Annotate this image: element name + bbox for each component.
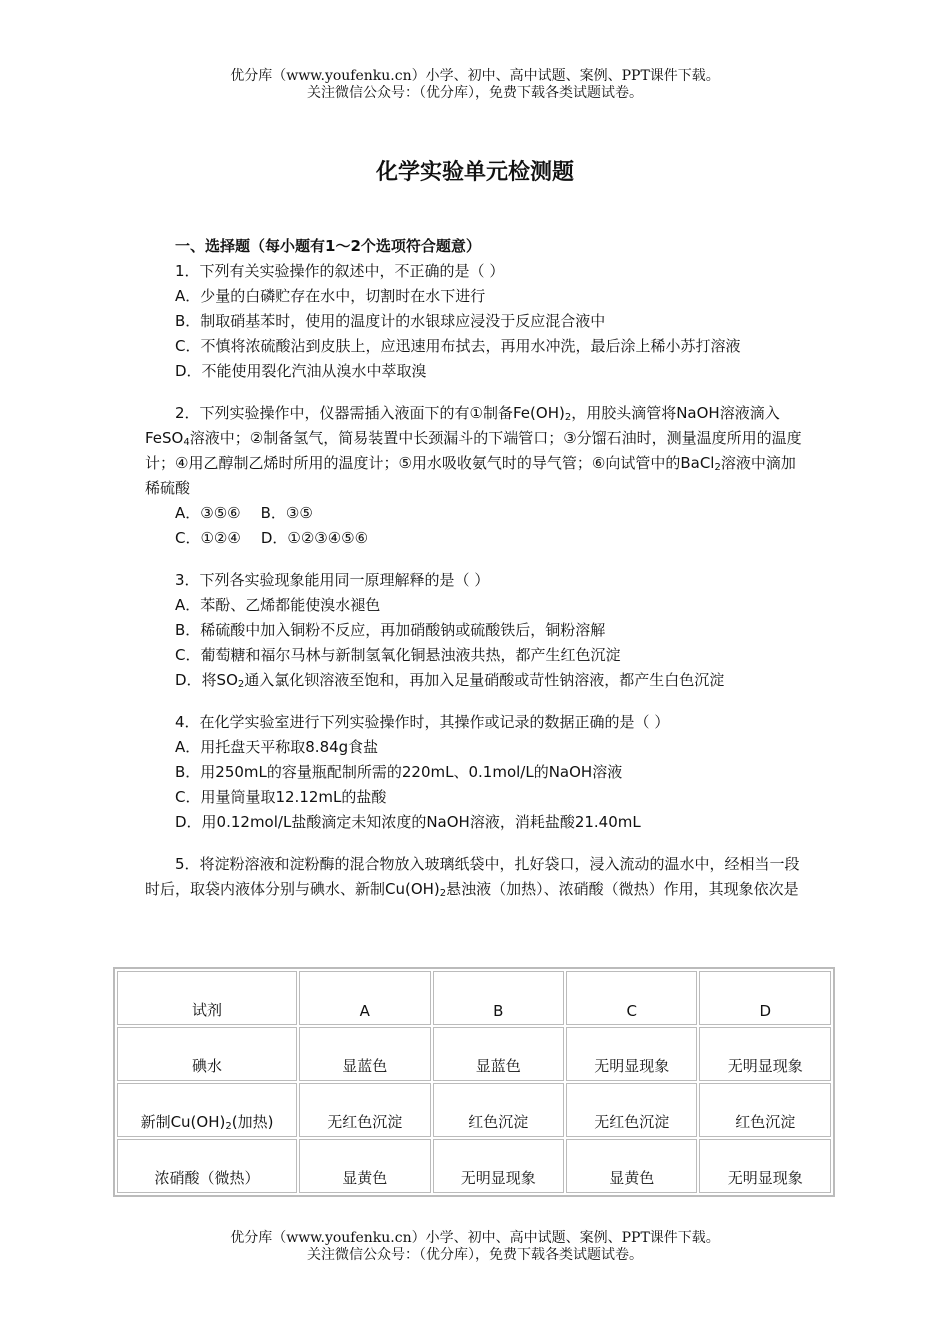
results-table-container — [113, 967, 835, 1197]
table-cell: A — [299, 971, 430, 1025]
table-cell: 浓硝酸（微热） — [117, 1139, 297, 1193]
table-cell: 新制$Cu(OH)_2$(加热) — [117, 1083, 297, 1137]
option-c: C．用量筒量取12.12mL的盐酸 — [175, 788, 387, 806]
table-cell: 无明显现象 — [566, 1027, 697, 1081]
option-c: C．不慎将浓硫酸沾到皮肤上，应迅速用布拭去，再用水冲洗，最后涂上稀小苏打溶液 — [175, 337, 741, 355]
table-cell: 无明显现象 — [699, 1027, 831, 1081]
table-cell: 无红色沉淀 — [566, 1083, 697, 1137]
footer-line-1: 优分库（www.youfenku.cn）小学、初中、高中试题、案例、PPT课件下载。 — [230, 1230, 720, 1246]
table-cell: 显蓝色 — [433, 1027, 564, 1081]
table-cell: 红色沉淀 — [699, 1083, 831, 1137]
option-a: A．苯酚、乙烯都能使溴水褪色 — [175, 596, 381, 614]
options-row-1 — [145, 501, 810, 526]
option-c: C．葡萄糖和福尔马林与新制氢氧化铜悬浊液共热，都产生红色沉淀 — [175, 646, 621, 664]
table-cell: D — [699, 971, 831, 1025]
option-c: C．①②④ — [175, 529, 241, 547]
page-header — [0, 68, 950, 102]
option-a: A．用托盘天平称取8.84g食盐 — [175, 738, 379, 756]
option-b: B．制取硝基苯时，使用的温度计的水银球应浸没于反应混合液中 — [175, 312, 606, 330]
option-a: A．③⑤⑥ — [175, 504, 241, 522]
table-cell: 试剂 — [117, 971, 297, 1025]
table-cell: 无明显现象 — [433, 1139, 564, 1193]
question-4 — [145, 710, 810, 835]
table-cell: B — [433, 971, 564, 1025]
question-2 — [145, 401, 810, 551]
question-stem: 2．下列实验操作中，仪器需插入液面下的有①制备$Fe(OH)_2$，用胶头滴管将NaOH溶液滴入FeSO$_4$溶液中；②制备氢气，简易装置中长颈漏斗的下端管口；③分馏石油时，测量温度所用的温度计；④用乙醇制乙烯时所用的温度计；⑤用水吸收氨气时的导气管；⑥向试管中的BaCl$_2$溶液中滴加稀硫酸 — [145, 404, 802, 497]
option-d: D．①②③④⑤⑥ — [260, 529, 369, 547]
table-cell: C — [566, 971, 697, 1025]
option-b: B．用250mL的容量瓶配制所需的220mL、0.1mol/L的NaOH溶液 — [175, 763, 623, 781]
section-heading: 一、选择题（每小题有1～2个选项符合题意） — [175, 237, 481, 255]
table-header-row — [117, 971, 831, 1025]
table-cell: 碘水 — [117, 1027, 297, 1081]
option-a: A．少量的白磷贮存在水中，切割时在水下进行 — [175, 287, 486, 305]
option-d: D．用0.12mol/L盐酸滴定未知浓度的NaOH溶液，消耗盐酸21.40mL — [175, 813, 641, 831]
table-row — [117, 1139, 831, 1193]
results-table — [113, 967, 835, 1197]
question-3 — [145, 568, 810, 693]
header-line-2: 关注微信公众号：（优分库），免费下载各类试题试卷。 — [307, 85, 643, 101]
question-stem: 3．下列各实验现象能用同一原理解释的是（ ） — [175, 571, 490, 589]
question-stem: 1．下列有关实验操作的叙述中，不正确的是（ ） — [175, 262, 505, 280]
document-body — [145, 234, 810, 902]
page-footer — [0, 1230, 950, 1264]
table-cell: 红色沉淀 — [433, 1083, 564, 1137]
document-title: 化学实验单元检测题 — [375, 159, 574, 185]
table-cell: 显蓝色 — [299, 1027, 430, 1081]
table-cell: 显黄色 — [299, 1139, 430, 1193]
options-row-2 — [145, 526, 810, 551]
question-stem: 4．在化学实验室进行下列实验操作时，其操作或记录的数据正确的是（ ） — [175, 713, 670, 731]
table-row — [117, 1027, 831, 1081]
option-d: D．将$SO_2$通入氯化钡溶液至饱和，再加入足量硝酸或苛性钠溶液，都产生白色沉淀 — [175, 671, 725, 690]
table-cell: 显黄色 — [566, 1139, 697, 1193]
table-row — [117, 1083, 831, 1137]
table-cell: 无红色沉淀 — [299, 1083, 430, 1137]
option-b: B．稀硫酸中加入铜粉不反应，再加硝酸钠或硫酸铁后，铜粉溶解 — [175, 621, 606, 639]
option-d: D．不能使用裂化汽油从溴水中萃取溴 — [175, 362, 427, 380]
footer-line-2: 关注微信公众号：（优分库），免费下载各类试题试卷。 — [307, 1247, 643, 1263]
question-stem: 5．将淀粉溶液和淀粉酶的混合物放入玻璃纸袋中，扎好袋口，浸入流动的温水中，经相当一段时后，取袋内液体分别与碘水、新制$Cu(OH)_2$悬浊液（加热）、浓硝酸（微热）作用，其现象依次是 — [145, 855, 800, 899]
header-line-1: 优分库（www.youfenku.cn）小学、初中、高中试题、案例、PPT课件下载。 — [230, 68, 720, 84]
question-1 — [145, 259, 810, 384]
table-cell: 无明显现象 — [699, 1139, 831, 1193]
option-b: B．③⑤ — [260, 504, 313, 522]
question-5 — [145, 852, 810, 902]
